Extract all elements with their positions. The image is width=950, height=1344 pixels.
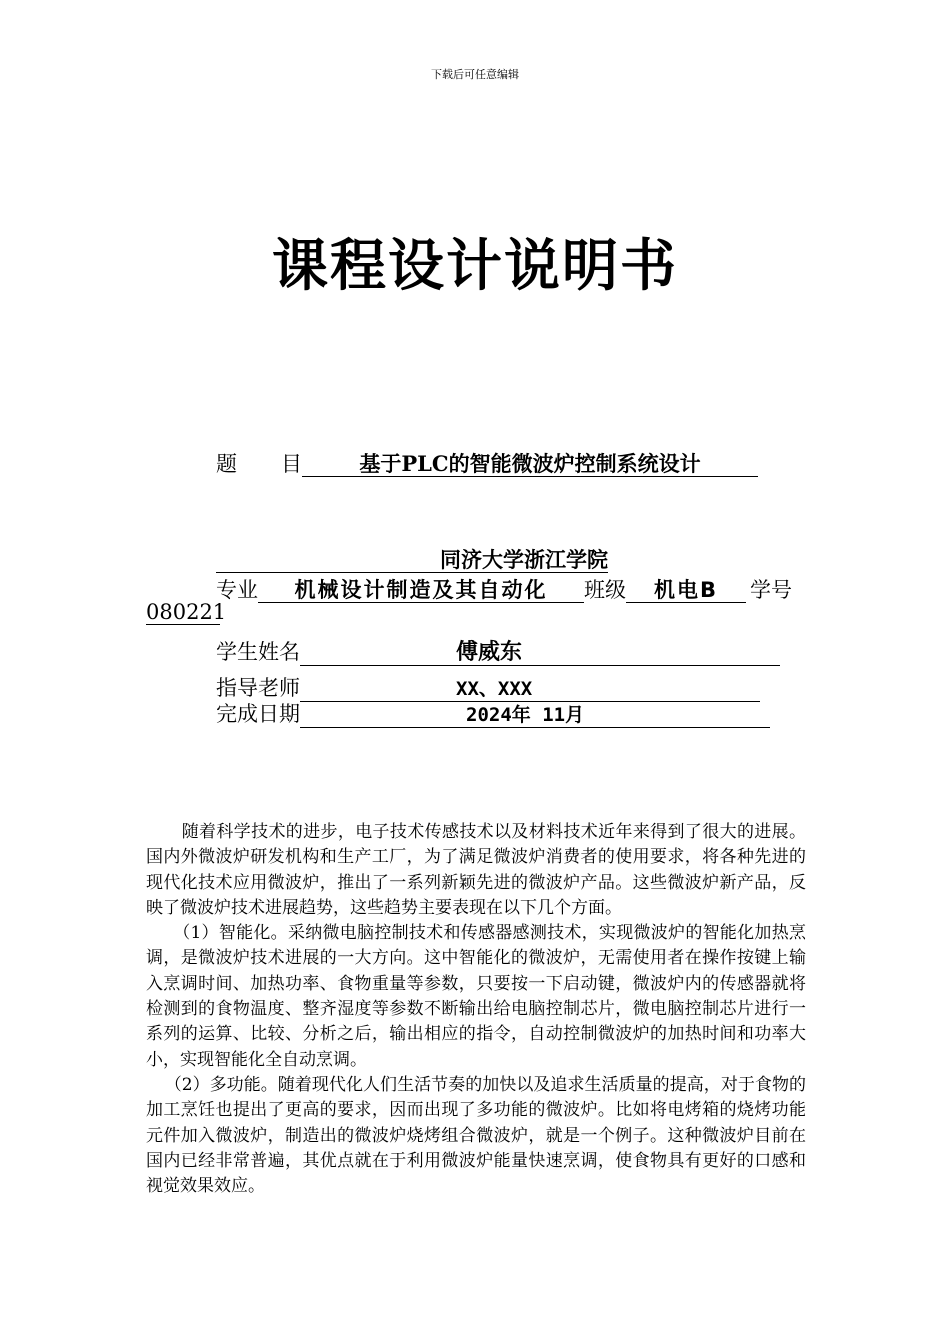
advisor-text: XX、XXX xyxy=(456,678,533,700)
student-id-label: 学号 xyxy=(750,578,792,602)
class-value: 机电B xyxy=(626,578,746,603)
class-label: 班级 xyxy=(584,578,626,602)
student-id-value: 080221 xyxy=(146,600,227,624)
completion-date-text: 2024年 11月 xyxy=(466,704,585,726)
student-name-value xyxy=(300,641,780,666)
header-note: 下载后可任意编辑 xyxy=(431,68,519,81)
student-id-field xyxy=(146,600,227,625)
completion-date-field xyxy=(216,698,770,728)
major-value: 机械设计制造及其自动化 xyxy=(258,578,584,603)
completion-date-value xyxy=(300,703,770,728)
student-name-text: 傅威东 xyxy=(456,640,523,665)
subject-field xyxy=(216,448,758,478)
body-text xyxy=(146,820,806,1199)
advisor-label: 指导老师 xyxy=(216,676,300,700)
subject-label-2: 目 xyxy=(281,452,302,476)
paragraph-intro: 随着科学技术的进步，电子技术传感技术以及材料技术近年来得到了很大的进展。国内外微波炉研发机构和生产工厂，为了满足微波炉消费者的使用要求，将各种先进的现代化技术应用微波炉，推出了一系列新颖先进的微波炉产品。这些微波炉新产品，反映了微波炉技术进展趋势，这些趋势主要表现在以下几个方面。 xyxy=(146,822,806,918)
student-name-field xyxy=(216,636,780,666)
major-label: 专业 xyxy=(216,578,258,602)
school-value: 同济大学浙江学院 xyxy=(216,548,608,573)
document-title: 课程设计说明书 xyxy=(272,234,678,299)
subject-value: 基于PLC的智能微波炉控制系统设计 xyxy=(302,452,758,477)
school-field xyxy=(216,548,608,573)
major-class-field xyxy=(216,574,792,604)
student-name-label: 学生姓名 xyxy=(216,640,300,664)
subject-label-1: 题 xyxy=(216,452,237,476)
paragraph-multifunction: （2）多功能。随着现代化人们生活节奏的加快以及追求生活质量的提高，对于食物的加工烹饪也提出了更高的要求，因而出现了多功能的微波炉。比如将电烤箱的烧烤功能元件加入微波炉，制造出的微波炉烧烤组合微波炉，就是一个例子。这种微波炉目前在国内已经非常普遍，其优点就在于利用微波炉能量快速烹调，使食物具有更好的口感和视觉效果效应。 xyxy=(146,1074,806,1197)
paragraph-intelligent: （1）智能化。采纳微电脑控制技术和传感器感测技术，实现微波炉的智能化加热烹调，是微波炉技术进展的一大方向。这中智能化的微波炉，无需使用者在操作按键上输入烹调时间、加热功率、食物重量等参数，只要按一下启动键，微波炉内的传感器就将检测到的食物温度、整齐湿度等参数不断输出给电脑控制芯片，微电脑控制芯片进行一系列的运算、比较、分析之后，输出相应的指令，自动控制微波炉的加热时间和功率大小，实现智能化全自动烹调。 xyxy=(146,923,806,1070)
completion-date-label: 完成日期 xyxy=(216,702,300,726)
